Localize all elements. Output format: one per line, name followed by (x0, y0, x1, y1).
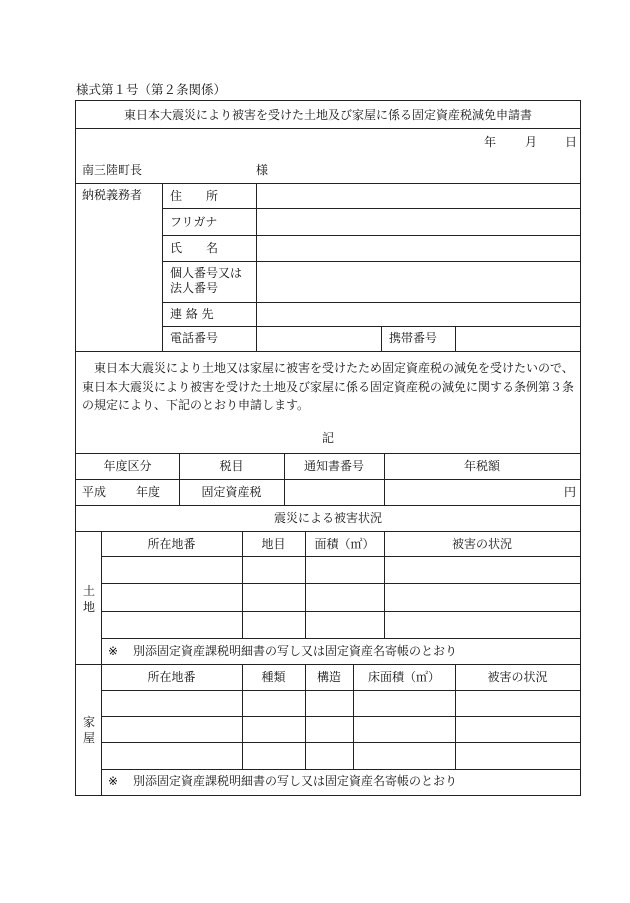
rule (101, 769, 580, 770)
tax-header-item: 税目 (219, 459, 244, 473)
house-label: 家屋 (82, 715, 95, 745)
house-header-damage: 被害の状況 (487, 670, 548, 684)
date-month-label: 月 (525, 135, 538, 149)
land-header-category: 地目 (261, 537, 286, 551)
land-header-area: 面積（㎡） (314, 537, 375, 551)
addressee-honorific: 様 (256, 163, 269, 177)
id-number-label-line1: 個人番号又は (170, 266, 243, 280)
damage-section-title: 震災による被害状況 (273, 511, 382, 525)
name-label: 氏 名 (170, 241, 219, 255)
ki-label: 記 (321, 431, 334, 445)
rule (76, 531, 580, 532)
rule (162, 261, 580, 262)
date-year-label: 年 (484, 135, 497, 149)
land-header-location: 所在地番 (147, 537, 196, 551)
date-day-label: 日 (565, 135, 578, 149)
rule (256, 183, 257, 351)
rule (162, 326, 580, 327)
land-label: 土地 (82, 584, 95, 614)
house-header-type: 種類 (261, 670, 286, 684)
rule (101, 664, 102, 795)
tax-header-amount: 年税額 (463, 459, 500, 473)
rule (101, 611, 580, 612)
house-note-mark: ※ (108, 774, 119, 788)
tax-header-year: 年度区分 (103, 459, 152, 473)
rule (162, 302, 580, 303)
address-label: 住 所 (170, 189, 219, 203)
rule (381, 326, 382, 351)
addressee-name: 南三陸町長 (82, 163, 143, 177)
application-statement: 東日本大震災により土地又は家屋に被害を受けたため固定資産税の減免を受けたいので、東日本大震災により被害を受けた土地及び家屋に係る固定資産税の減免に関する条例第３条の規定により、下記のとおり申請します。 (82, 361, 575, 412)
tax-era-label: 平成 (82, 485, 107, 499)
rule (162, 208, 580, 209)
house-header-structure: 構造 (316, 670, 341, 684)
contact-label: 連 絡 先 (170, 307, 214, 321)
taxpayer-label: 納税義務者 (82, 188, 143, 202)
rule (76, 479, 580, 480)
application-form (75, 100, 581, 796)
rule (101, 716, 580, 717)
land-header-damage: 被害の状況 (451, 537, 512, 551)
tax-item-value: 固定資産税 (201, 485, 262, 499)
form-title: 東日本大震災により被害を受けた土地及び家屋に係る固定資産税減免申請書 (123, 108, 532, 122)
phone-label: 電話番号 (170, 331, 219, 345)
rule (101, 556, 580, 557)
land-note: 別添固定資産課税明細書の写し又は固定資産名寄帳のとおり (133, 644, 458, 658)
rule (76, 453, 580, 454)
house-header-floor-area: 床面積（㎡） (367, 670, 440, 684)
rule (76, 183, 580, 184)
rule (76, 664, 580, 665)
rule (101, 531, 102, 664)
id-number-label-line2: 法人番号 (170, 281, 219, 295)
rule (162, 183, 163, 351)
rule (162, 235, 580, 236)
rule (76, 128, 580, 129)
rule (101, 638, 580, 639)
tax-yen-label: 円 (564, 485, 577, 499)
rule (76, 505, 580, 506)
mobile-label: 携帯番号 (389, 331, 438, 345)
tax-year-suffix: 年度 (136, 485, 161, 499)
rule (455, 326, 456, 351)
rule (76, 351, 580, 352)
rule (101, 742, 580, 743)
furigana-label: フリガナ (170, 215, 218, 229)
house-header-location: 所在地番 (147, 670, 196, 684)
form-number: 様式第１号（第２条関係） (76, 82, 227, 97)
house-note: 別添固定資産課税明細書の写し又は固定資産名寄帳のとおり (133, 774, 458, 788)
tax-header-notice: 通知書番号 (303, 459, 364, 473)
rule (101, 583, 580, 584)
land-note-mark: ※ (108, 644, 119, 658)
rule (101, 690, 580, 691)
